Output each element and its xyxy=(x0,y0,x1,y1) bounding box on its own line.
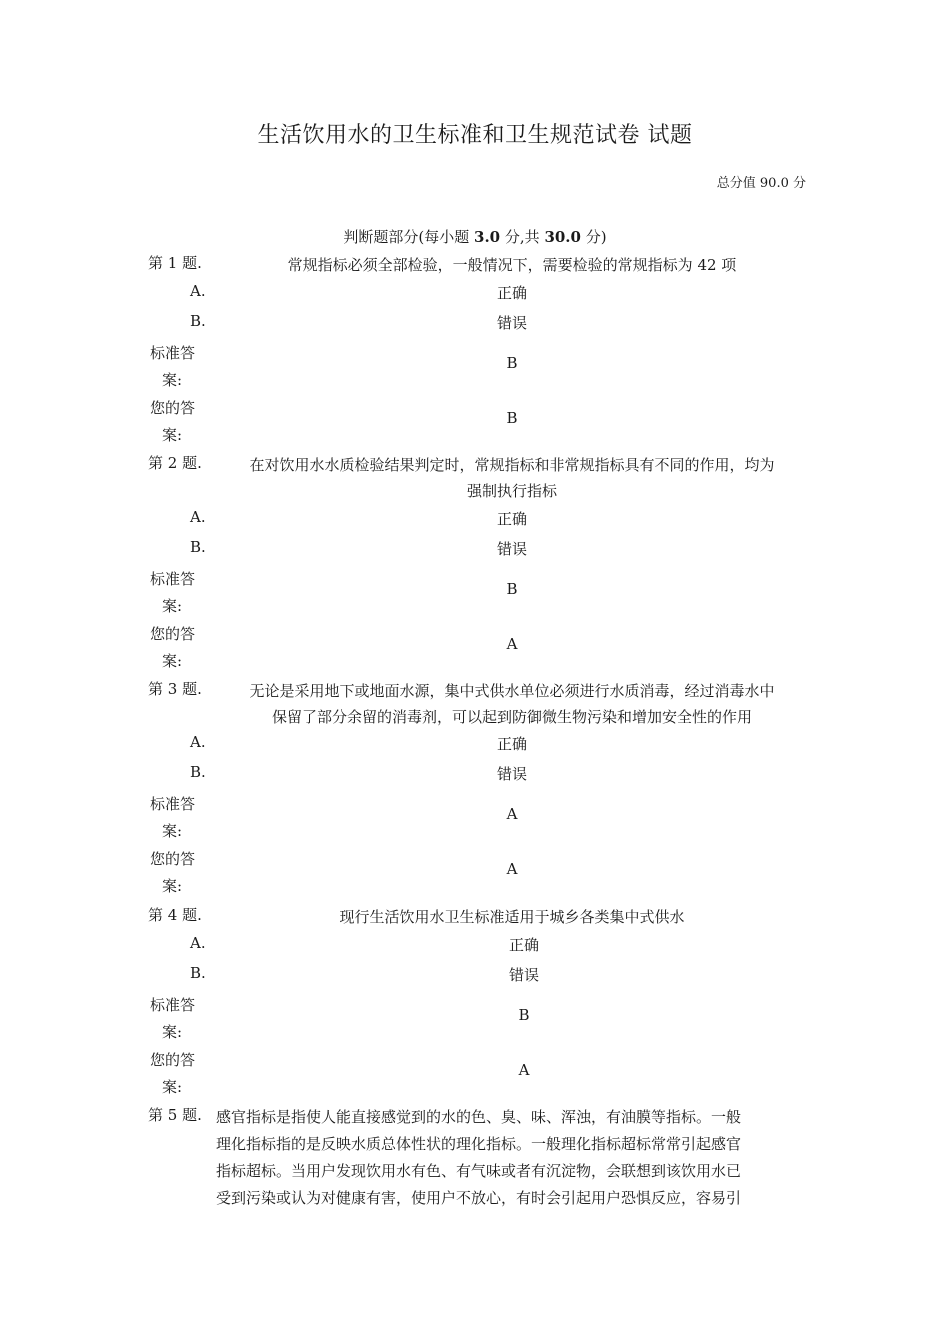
option-label: B. xyxy=(190,964,206,982)
standard-answer xyxy=(148,992,808,1046)
option-label: A. xyxy=(190,733,206,751)
option-text: 正确 xyxy=(496,284,527,302)
question-number: 第 2 题. xyxy=(148,454,202,472)
question-number: 第 3 题. xyxy=(148,680,202,698)
option-label: A. xyxy=(190,508,206,526)
question-stem-line: 感官指标是指使人能直接感觉到的水的色、臭、味、浑浊，有油膜等指标。一般 xyxy=(216,1108,742,1126)
label-line: 案: xyxy=(162,426,183,444)
your-answer xyxy=(148,846,808,900)
label-line: 标准答 xyxy=(150,795,196,813)
answer-value: A xyxy=(506,635,518,653)
section-per-score: 3.0 xyxy=(474,228,501,246)
option-b xyxy=(148,763,808,789)
section-total-score: 30.0 xyxy=(544,228,581,246)
question-stem-line: 保留了部分余留的消毒剂，可以起到防御微生物污染和增加安全性的作用 xyxy=(271,708,752,726)
label-line: 标准答 xyxy=(150,570,196,588)
option-a xyxy=(148,508,808,534)
answer-value: A xyxy=(506,805,518,823)
answer-value: B xyxy=(506,580,518,598)
total-score: 总分值 90.0 分 xyxy=(716,176,806,191)
label-line: 标准答 xyxy=(150,996,196,1014)
question-3 xyxy=(148,678,808,730)
answer-value: B xyxy=(506,409,518,427)
option-label: A. xyxy=(190,934,206,952)
option-a xyxy=(148,282,808,308)
answer-value: A xyxy=(506,860,518,878)
question-stem-line: 无论是采用地下或地面水源，集中式供水单位必须进行水质消毒，经过消毒水中 xyxy=(249,682,775,700)
section-suffix: 分) xyxy=(580,228,607,246)
label-line: 案: xyxy=(162,371,183,389)
label-line: 案: xyxy=(162,1023,183,1041)
label-line: 您的答 xyxy=(150,625,196,643)
page-title: 生活饮用水的卫生标准和卫生规范试卷 试题 xyxy=(257,123,693,148)
label-line: 您的答 xyxy=(150,399,196,417)
option-text: 错误 xyxy=(508,966,539,984)
option-text: 错误 xyxy=(496,765,527,783)
option-b xyxy=(148,538,808,564)
option-text: 错误 xyxy=(496,540,527,558)
option-b xyxy=(148,964,808,990)
question-1 xyxy=(148,252,808,278)
question-stem: 常规指标必须全部检验，一般情况下，需要检验的常规指标为 42 项 xyxy=(287,256,737,274)
standard-answer xyxy=(148,791,808,845)
question-stem-line: 在对饮用水水质检验结果判定时，常规指标和非常规指标具有不同的作用，均为 xyxy=(249,456,775,474)
option-label: A. xyxy=(190,282,206,300)
label-line: 您的答 xyxy=(150,1051,196,1069)
option-b xyxy=(148,312,808,338)
section-prefix: 判断题部分(每小题 xyxy=(343,228,475,246)
label-line: 案: xyxy=(162,1078,183,1096)
section-mid: 分,共 xyxy=(500,228,545,246)
option-a xyxy=(148,733,808,759)
question-4 xyxy=(148,904,808,930)
question-stem-line: 理化指标指的是反映水质总体性状的理化指标。一般理化指标超标常常引起感官 xyxy=(216,1135,742,1153)
option-label: B. xyxy=(190,538,206,556)
question-number: 第 1 题. xyxy=(148,254,202,272)
question-stem-line: 受到污染或认为对健康有害，使用户不放心，有时会引起用户恐惧反应，容易引 xyxy=(216,1189,742,1207)
label-line: 案: xyxy=(162,652,183,670)
section-heading xyxy=(0,226,950,247)
question-stem: 现行生活饮用水卫生标准适用于城乡各类集中式供水 xyxy=(339,908,685,926)
your-answer xyxy=(148,1047,808,1101)
question-stem-line: 强制执行指标 xyxy=(466,482,557,500)
question-number: 第 5 题. xyxy=(148,1106,202,1124)
your-answer xyxy=(148,395,808,449)
answer-value: A xyxy=(518,1061,530,1079)
option-text: 错误 xyxy=(496,314,527,332)
answer-value: B xyxy=(518,1006,530,1024)
option-a xyxy=(148,934,808,960)
standard-answer xyxy=(148,340,808,394)
option-label: B. xyxy=(190,763,206,781)
standard-answer xyxy=(148,566,808,620)
question-5 xyxy=(148,1104,808,1216)
label-line: 案: xyxy=(162,822,183,840)
answer-value: B xyxy=(506,354,518,372)
label-line: 案: xyxy=(162,597,183,615)
label-line: 案: xyxy=(162,877,183,895)
option-text: 正确 xyxy=(496,510,527,528)
option-label: B. xyxy=(190,312,206,330)
label-line: 您的答 xyxy=(150,850,196,868)
your-answer xyxy=(148,621,808,675)
option-text: 正确 xyxy=(508,936,539,954)
option-text: 正确 xyxy=(496,735,527,753)
question-number: 第 4 题. xyxy=(148,906,202,924)
question-2 xyxy=(148,452,808,504)
question-stem-line: 指标超标。当用户发现饮用水有色、有气味或者有沉淀物，会联想到该饮用水已 xyxy=(216,1162,742,1180)
label-line: 标准答 xyxy=(150,344,196,362)
